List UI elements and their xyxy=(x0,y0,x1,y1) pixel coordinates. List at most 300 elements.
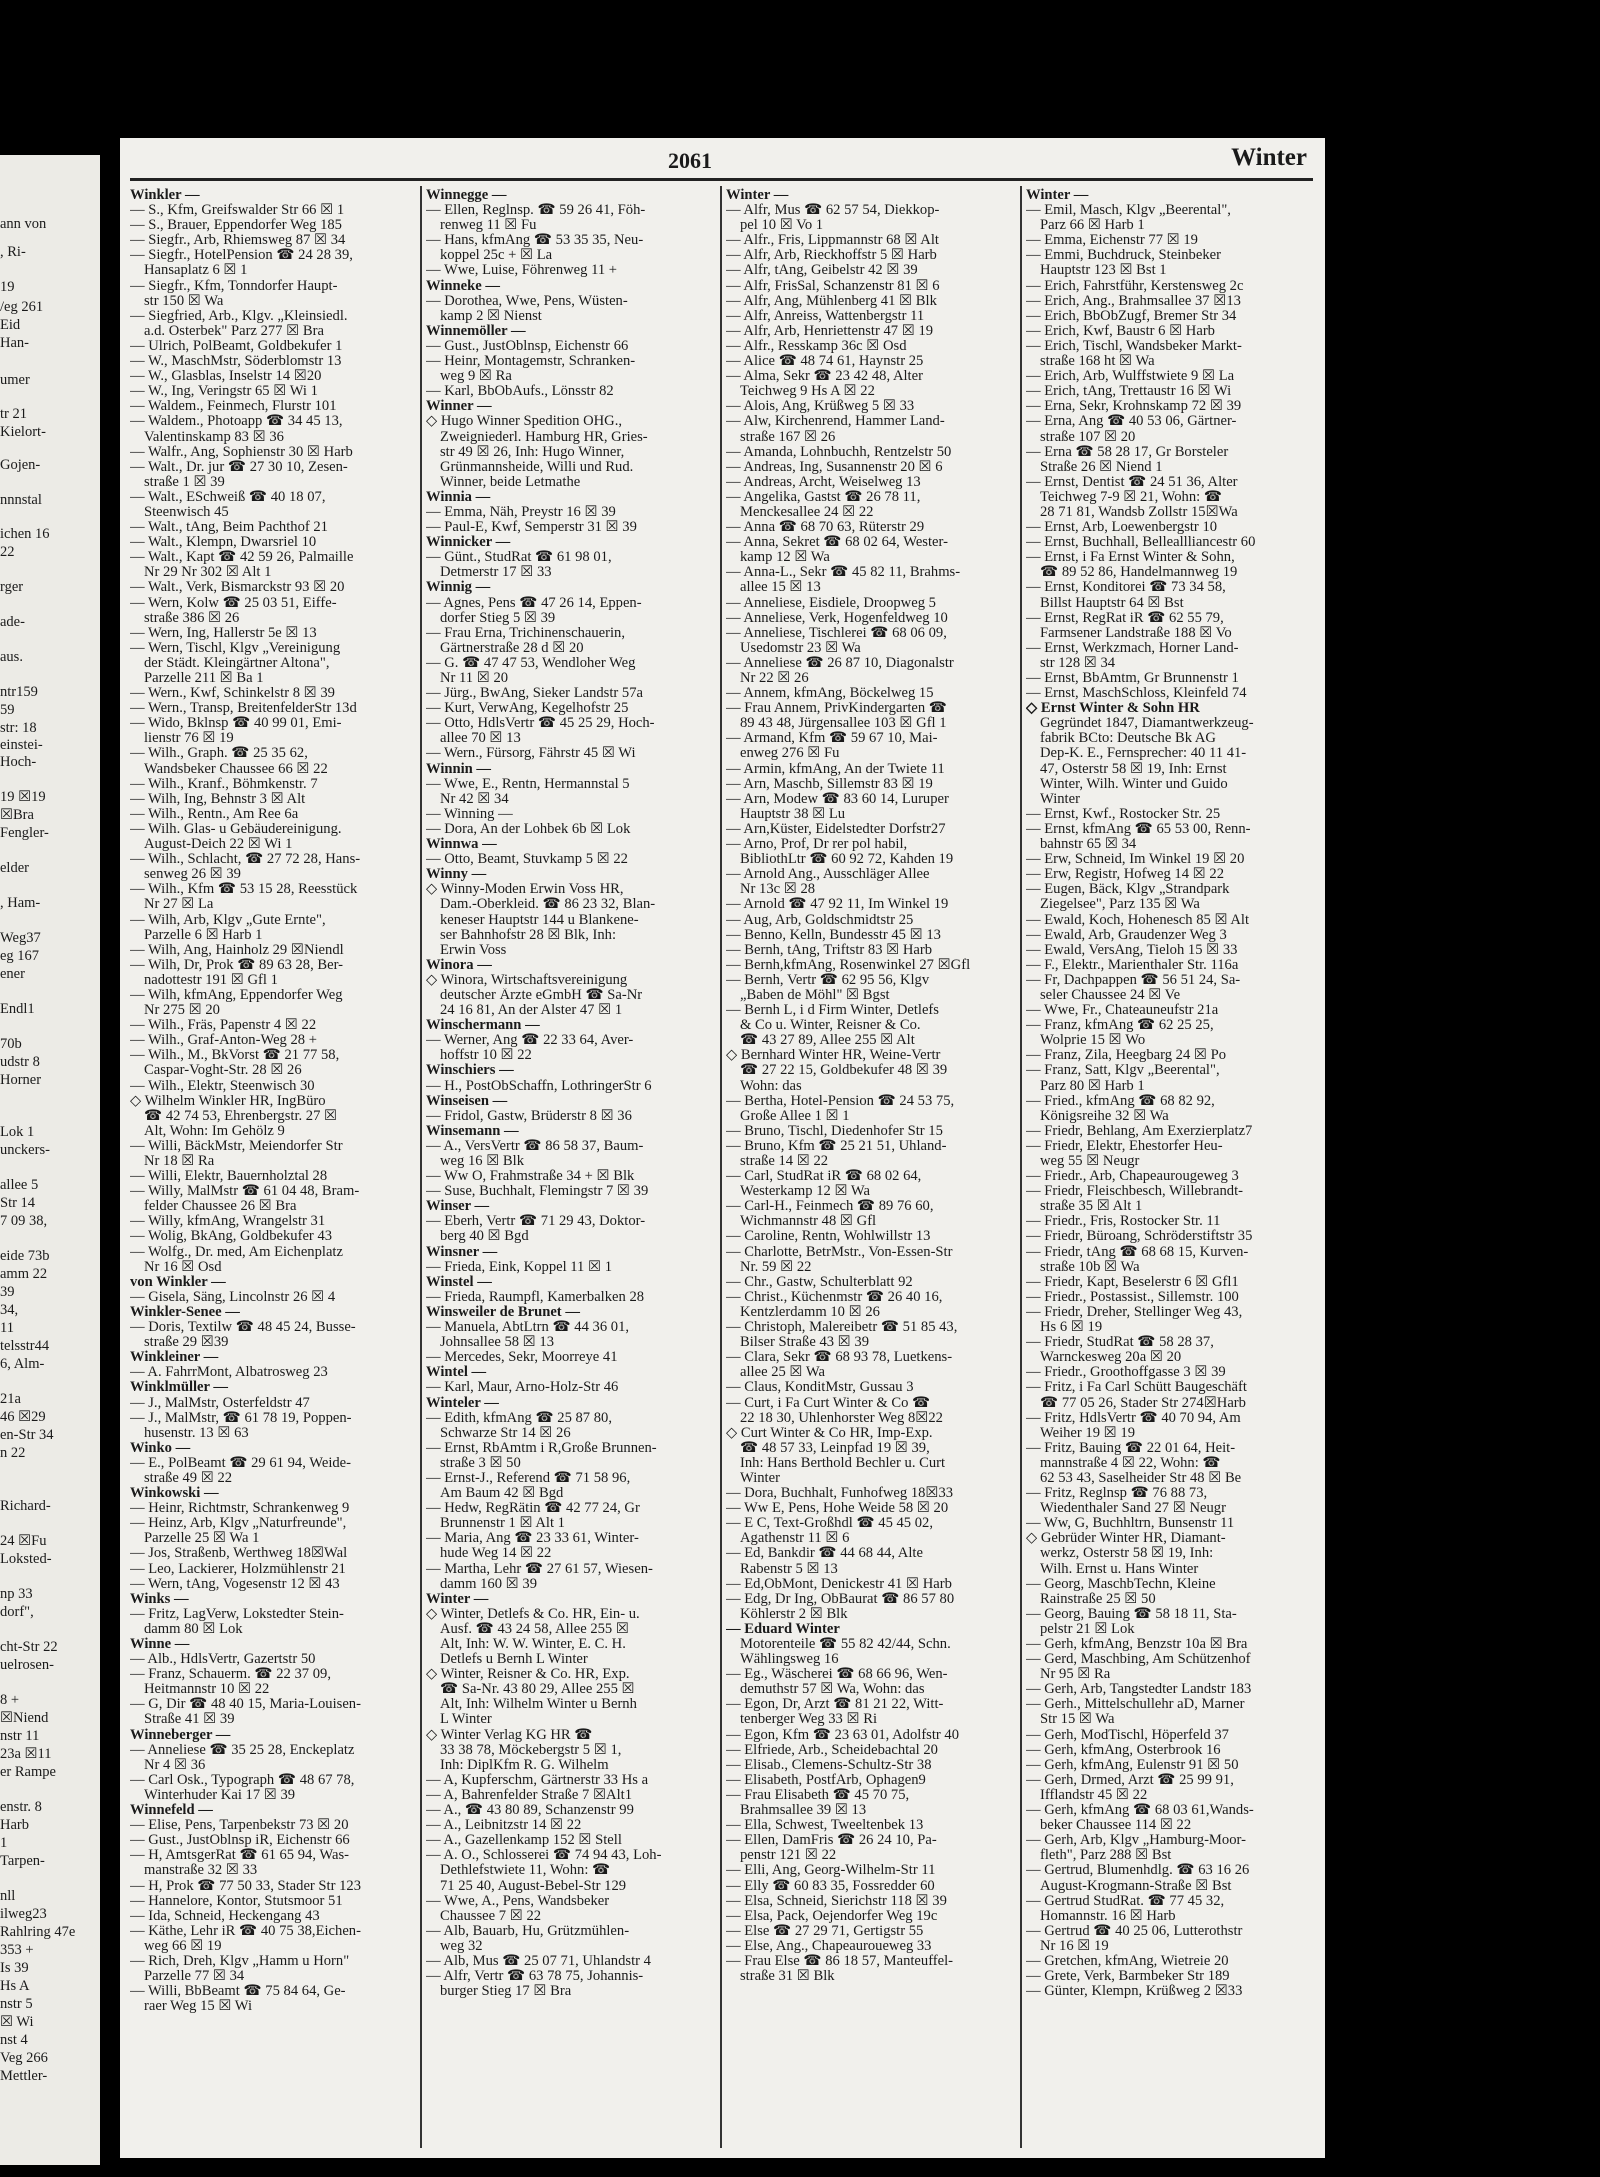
directory-entry: straße 31 ☒ Blk xyxy=(740,1969,835,1985)
directory-entry: — Wilh., Kranf., Böhmkenstr. 7 xyxy=(130,776,318,792)
surname-heading: Winkler-Senee — xyxy=(130,1304,240,1320)
directory-entry: — Ernst, Buchhall, Belleallliancestr 60 xyxy=(1026,535,1256,551)
directory-entry: straße 35 ☒ Alt 1 xyxy=(1040,1199,1143,1215)
directory-entry: Parzelle 6 ☒ Harb 1 xyxy=(144,927,263,943)
directory-entry: straße 49 ☒ 22 xyxy=(144,1470,233,1486)
directory-entry: — Wolfg., Dr. med, Am Eichenplatz xyxy=(130,1244,343,1260)
directory-entry: Nr 16 ☒ Osd xyxy=(144,1259,222,1275)
directory-entry: allee 70 ☒ 13 xyxy=(440,731,521,747)
directory-entry: — Edg, Dr Ing, ObBaurat ☎ 86 57 80 xyxy=(726,1591,955,1607)
surname-heading: Winkler — xyxy=(130,188,200,203)
directory-entry: — Gerh., Mittelschullehr aD, Marner xyxy=(1026,1697,1245,1713)
directory-entry: — Emmi, Buchdruck, Steinbeker xyxy=(1026,248,1221,264)
directory-entry: — Dora, An der Lohbek 6b ☒ Lok xyxy=(426,821,631,837)
previous-page-fragment: enstr. 8 xyxy=(0,1799,42,1815)
directory-entry: — Christoph, Malereibetr ☎ 51 85 43, xyxy=(726,1320,958,1336)
directory-entry: — J., MalMstr, ☎ 61 78 19, Poppen- xyxy=(130,1410,352,1426)
directory-entry: — Ernst, Werkzmach, Horner Land- xyxy=(1026,640,1239,656)
directory-entry: — Carl, StudRat iR ☎ 68 02 64, xyxy=(726,1169,922,1185)
previous-page-fragment: dorf", xyxy=(0,1604,34,1620)
directory-entry: — Anneliese ☎ 35 25 28, Enckeplatz xyxy=(130,1742,355,1758)
directory-entry: — Friedr., Fris, Rostocker Str. 11 xyxy=(1026,1214,1221,1230)
column-4 xyxy=(1026,188,1316,2148)
directory-entry: 47, Osterstr 58 ☒ 19, Inh: Ernst xyxy=(1040,761,1227,777)
directory-entry: Brunnenstr 1 ☒ Alt 1 xyxy=(440,1516,565,1532)
directory-entry: — Erich, Ang., Brahmsallee 37 ☒13 xyxy=(1026,293,1241,309)
directory-entry: seler Chaussee 24 ☒ Ve xyxy=(1040,987,1181,1003)
directory-entry: Nr 16 ☒ 19 xyxy=(1040,1938,1109,1954)
directory-entry: — Bernh, tAng, Triftstr 83 ☒ Harb xyxy=(726,942,933,958)
directory-entry: ☎ 42 74 53, Ehrenbergstr. 27 ☒ xyxy=(144,1108,338,1124)
directory-entry: — Suse, Buchhalt, Flemingstr 7 ☒ 39 xyxy=(426,1184,649,1200)
running-head: Winter xyxy=(1231,144,1307,171)
previous-page-fragment: 8 + xyxy=(0,1692,20,1708)
directory-entry: — Alois, Ang, Krüßweg 5 ☒ 33 xyxy=(726,399,915,415)
directory-entry: — Wern, tAng, Vogesenstr 12 ☒ 43 xyxy=(130,1576,340,1592)
surname-heading: Winko — xyxy=(130,1440,191,1456)
directory-entry: — Bernh, Vertr ☎ 62 95 56, Klgv xyxy=(726,972,930,988)
directory-entry: — Ernst, MaschSchloss, Kleinfeld 74 xyxy=(1026,686,1247,702)
directory-entry: — Franz, Schauerm. ☎ 22 37 09, xyxy=(130,1667,331,1683)
directory-entry: — Manuela, AbtLtrn ☎ 44 36 01, xyxy=(426,1320,630,1336)
directory-entry: — Ernst, Dentist ☎ 24 51 36, Alter xyxy=(1026,474,1238,490)
previous-page-fragment: 7 09 38, xyxy=(0,1213,48,1229)
directory-entry: — Wern, Tischl, Klgv „Vereinigung xyxy=(130,640,341,656)
surname-heading: Winter — xyxy=(426,1591,489,1607)
directory-entry: Hauptstr 123 ☒ Bst 1 xyxy=(1040,263,1167,279)
directory-entry: ◇ Winter Verlag KG HR ☎ xyxy=(426,1727,593,1743)
previous-page-fragment: 6, Alm- xyxy=(0,1356,45,1372)
directory-entry: — Elli, Ang, Georg-Wilhelm-Str 11 xyxy=(726,1863,936,1879)
previous-page-fragment: cht-Str 22 xyxy=(0,1639,58,1655)
previous-page-fragment: Tarpen- xyxy=(0,1853,45,1869)
directory-entry: — Frau Elisabeth ☎ 45 70 75, xyxy=(726,1787,910,1803)
directory-entry: Alt, Inh: Wilhelm Winter u Bernh xyxy=(440,1697,637,1713)
directory-entry: — Erich, Kwf, Baustr 6 ☒ Harb xyxy=(1026,323,1215,339)
directory-entry: — Alfr, Mus ☎ 62 57 54, Diekkop- xyxy=(726,203,940,219)
directory-entry: — Alfr, Arb, Rieckhoffstr 5 ☒ Harb xyxy=(726,248,937,264)
directory-entry: burger Stieg 17 ☒ Bra xyxy=(440,1984,572,2000)
directory-entry: — Hedw, RegRätin ☎ 42 77 24, Gr xyxy=(426,1501,640,1517)
directory-entry: — Wilh., Graf-Anton-Weg 28 + xyxy=(130,1033,317,1049)
directory-entry: — Hans, kfmAng ☎ 53 35 35, Neu- xyxy=(426,233,644,249)
directory-entry: Parz 66 ☒ Harb 1 xyxy=(1040,218,1145,234)
directory-entry: — Otto, Beamt, Stuvkamp 5 ☒ 22 xyxy=(426,852,628,868)
directory-entry: Wichmannstr 48 ☒ Gfl xyxy=(740,1214,877,1230)
surname-heading: Winteler — xyxy=(426,1395,499,1411)
previous-page-fragment: 21a xyxy=(0,1391,21,1407)
directory-entry: — S., Kfm, Greifswalder Str 66 ☒ 1 xyxy=(130,203,345,219)
directory-entry: Nr 13c ☒ 28 xyxy=(740,882,816,898)
previous-page-fragment: ade- xyxy=(0,614,25,630)
directory-entry: str 150 ☒ Wa xyxy=(144,293,224,309)
directory-entry: demuthstr 57 ☒ Wa, Wohn: das xyxy=(740,1682,925,1698)
directory-entry: husenstr. 13 ☒ 63 xyxy=(144,1425,249,1441)
directory-entry: — Wern, Kolw ☎ 25 03 51, Eiffe- xyxy=(130,595,337,611)
directory-entry: — W., Glasblas, Inselstr 14 ☒20 xyxy=(130,369,322,385)
directory-entry: — Else, Ang., Chapeauroueweg 33 xyxy=(726,1938,932,1954)
directory-entry: — Willi, BbBeamt ☎ 75 84 64, Ge- xyxy=(130,1984,346,2000)
directory-entry: — Alfr, Vertr ☎ 63 78 75, Johannis- xyxy=(426,1969,644,1985)
directory-entry: Alt, Wohn: Im Gehölz 9 xyxy=(144,1123,285,1139)
directory-entry: August-Deich 22 ☒ Wi 1 xyxy=(144,837,293,853)
directory-entry: penstr 121 ☒ 22 xyxy=(740,1848,837,1864)
directory-entry: kamp 2 ☒ Nienst xyxy=(440,308,542,324)
directory-entry: — Erich, Tischl, Wandsbeker Markt- xyxy=(1026,338,1242,354)
directory-entry: — H, Prok ☎ 77 50 33, Stader Str 123 xyxy=(130,1878,361,1894)
surname-heading: Winnegge — xyxy=(426,188,507,203)
directory-entry: Inh: Hans Berthold Bechler u. Curt xyxy=(740,1455,946,1471)
directory-entry: pelstr 21 ☒ Lok xyxy=(1040,1621,1135,1637)
directory-entry: nadottestr 191 ☒ Gfl 1 xyxy=(144,972,278,988)
directory-entry: felder Chaussee 26 ☒ Bra xyxy=(144,1199,297,1215)
directory-entry: — Willi, Elektr, Bauernholztal 28 xyxy=(130,1169,328,1185)
surname-heading: Winter — xyxy=(726,188,789,203)
directory-entry: Hansaplatz 6 ☒ 1 xyxy=(144,263,248,279)
previous-page-fragment: umer xyxy=(0,372,30,388)
directory-entry: — Armin, kfmAng, An der Twiete 11 xyxy=(726,761,945,777)
directory-entry: Chaussee 7 ☒ 22 xyxy=(440,1908,542,1924)
directory-entry: Am Baum 42 ☒ Bgd xyxy=(440,1486,564,1502)
directory-entry: — Frieda, Eink, Koppel 11 ☒ 1 xyxy=(426,1259,613,1275)
directory-entry: — Wern., Transp, BreitenfelderStr 13d xyxy=(130,701,357,717)
directory-entry: — Wilh, Ang, Hainholz 29 ☒Niendl xyxy=(130,942,344,958)
directory-entry: Johnsallee 58 ☒ 13 xyxy=(440,1335,555,1351)
surname-heading: Winneke — xyxy=(426,278,500,294)
directory-entry: — Eugen, Bäck, Klgv „Strandpark xyxy=(1026,882,1230,898)
directory-entry: bahnstr 65 ☒ 34 xyxy=(1040,837,1137,853)
directory-entry: — Ernst, Konditorei ☎ 73 34 58, xyxy=(1026,580,1226,596)
directory-entry: — Friedr., Arb, Chapeaurougeweg 3 xyxy=(1026,1169,1239,1185)
directory-entry: — Walt., ESchweiß ☎ 40 18 07, xyxy=(130,489,326,505)
directory-entry: — Ewald, VersAng, Tieloh 15 ☒ 33 xyxy=(1026,942,1238,958)
previous-page-fragment: nll xyxy=(0,1888,16,1904)
directory-entry: — Carl-H., Feinmech ☎ 89 76 60, xyxy=(726,1199,934,1215)
directory-entry: ◇ Gebrüder Winter HR, Diamant- xyxy=(1026,1531,1226,1547)
directory-entry: — A. O., Schlosserei ☎ 74 94 43, Loh- xyxy=(426,1848,662,1864)
previous-page-fragment: 11 xyxy=(0,1320,14,1336)
directory-entry: — Maria, Ang ☎ 23 33 61, Winter- xyxy=(426,1531,639,1547)
surname-heading: Winnig — xyxy=(426,580,491,596)
directory-entry: — Wilh. Glas- u Gebäudereinigung. xyxy=(130,821,342,837)
surname-heading: Winnicker — xyxy=(426,535,511,551)
previous-page-fragment: udstr 8 xyxy=(0,1054,40,1070)
directory-entry: August-Krogmann-Straße ☒ Bst xyxy=(1040,1878,1232,1894)
directory-entry: — Elise, Pens, Tarpenbekstr 73 ☒ 20 xyxy=(130,1818,349,1834)
directory-entry: — Alfr., Resskamp 36c ☒ Osd xyxy=(726,338,907,354)
directory-entry: Nr 95 ☒ Ra xyxy=(1040,1667,1111,1683)
previous-page-fragment: er Rampe xyxy=(0,1764,56,1780)
directory-entry: — Friedr, Behlang, Am Exerzierplatz7 xyxy=(1026,1123,1253,1139)
directory-entry: Menckesallee 24 ☒ 22 xyxy=(740,504,874,520)
directory-entry: — Ernst, kfmAng ☎ 65 53 00, Renn- xyxy=(1026,821,1251,837)
directory-entry: — Eberh, Vertr ☎ 71 29 43, Doktor- xyxy=(426,1214,646,1230)
directory-entry: straße 29 ☒39 xyxy=(144,1335,229,1351)
directory-entry: — Aug, Arb, Goldschmidtstr 25 xyxy=(726,912,914,928)
directory-entry: Teichweg 9 Hs A ☒ 22 xyxy=(740,384,875,400)
directory-entry: — Arnold ☎ 47 92 11, Im Winkel 19 xyxy=(726,897,949,913)
surname-heading: Winseisen — xyxy=(426,1093,508,1109)
directory-entry: — Frieda, Raumpfl, Kamerbalken 28 xyxy=(426,1289,645,1305)
directory-entry: koppel 25c + ☒ La xyxy=(440,248,553,264)
directory-entry: Wiedenthaler Sand 27 ☒ Neugr xyxy=(1040,1501,1226,1517)
directory-entry: — Walt., Klempn, Dwarsriel 10 xyxy=(130,535,317,551)
surname-heading: Winser — xyxy=(426,1199,490,1215)
directory-entry: Erwin Voss xyxy=(440,942,507,958)
column-divider xyxy=(420,186,422,2148)
directory-entry: — Leo, Lackierer, Holzmühlenstr 21 xyxy=(130,1561,346,1577)
previous-page-fragment: ☒Niend xyxy=(0,1710,49,1726)
directory-entry: — H, AmtsgerRat ☎ 61 65 94, Was- xyxy=(130,1848,350,1864)
directory-entry: Nr 22 ☒ 26 xyxy=(740,671,809,686)
directory-entry: — Otto, HdlsVertr ☎ 45 25 29, Hoch- xyxy=(426,716,655,732)
directory-entry: — Elly ☎ 60 83 35, Fossredder 60 xyxy=(726,1878,935,1894)
previous-page-fragment: , Ri- xyxy=(0,244,26,260)
directory-entry: ser Bahnhofstr 28 ☒ Blk, Inh: xyxy=(440,927,617,943)
directory-entry: ☎ 89 52 86, Handelmannweg 19 xyxy=(1040,565,1238,581)
directory-entry: straße 1 ☒ 39 xyxy=(144,474,225,490)
directory-entry: Winter xyxy=(740,1470,780,1486)
directory-entry: — Elsa, Pack, Oejendorfer Weg 19c xyxy=(726,1908,938,1924)
directory-entry: — Alice ☎ 48 74 61, Haynstr 25 xyxy=(726,354,924,370)
directory-entry: Warnckesweg 20a ☒ 20 xyxy=(1040,1350,1182,1366)
directory-entry: — Else ☎ 27 29 71, Gertigstr 55 xyxy=(726,1923,924,1939)
directory-entry: — Alb, Bauarb, Hu, Grützmühlen- xyxy=(426,1923,630,1939)
directory-entry: — Willy, kfmAng, Wrangelstr 31 xyxy=(130,1214,326,1230)
directory-entry: — Amanda, Lohnbuchh, Rentzelstr 50 xyxy=(726,444,952,460)
surname-heading: Winstel — xyxy=(426,1274,492,1290)
surname-heading: von Winkler — xyxy=(130,1274,226,1290)
previous-page-fragment: Kielort- xyxy=(0,424,46,440)
previous-page-fragment: 19 ☒19 xyxy=(0,789,46,805)
surname-heading: Winora — xyxy=(426,957,492,973)
directory-entry: — Erna, Sekr, Krohnskamp 72 ☒ 39 xyxy=(1026,399,1242,415)
directory-entry: — Friedr, tAng ☎ 68 68 15, Kurven- xyxy=(1026,1244,1249,1260)
surname-heading: ◇ Ernst Winter & Sohn HR xyxy=(1026,701,1200,717)
directory-entry: mannstraße 4 ☒ 22, Wohn: ☎ xyxy=(1040,1455,1221,1471)
directory-entry: str 49 ☒ 26, Inh: Hugo Winner, xyxy=(440,444,625,460)
directory-entry: Nr 18 ☒ Ra xyxy=(144,1154,215,1169)
directory-entry: Teichweg 7-9 ☒ 21, Wohn: ☎ xyxy=(1040,489,1223,505)
column-2 xyxy=(426,188,714,2148)
directory-entry: — Wilh, Arb, Klgv „Gute Ernte", xyxy=(130,912,326,928)
directory-entry: — E C, Text-Großhdl ☎ 45 45 02, xyxy=(726,1516,933,1532)
directory-entry: straße 107 ☒ 20 xyxy=(1040,429,1136,445)
directory-entry: Westerkamp 12 ☒ Wa xyxy=(740,1184,871,1200)
directory-entry: — Claus, KonditMstr, Gussau 3 xyxy=(726,1380,914,1396)
directory-entry: straße 10b ☒ Wa xyxy=(1040,1259,1140,1275)
directory-entry: Dam.-Oberkleid. ☎ 86 23 32, Blan- xyxy=(440,897,656,913)
directory-entry: — Gust., JustOblnsp, Eichenstr 66 xyxy=(426,338,629,354)
directory-entry: — Werner, Ang ☎ 22 33 64, Aver- xyxy=(426,1033,634,1049)
directory-entry: — Wilh., Fräs, Papenstr 4 ☒ 22 xyxy=(130,1018,317,1034)
directory-entry: — Alb, Mus ☎ 25 07 71, Uhlandstr 4 xyxy=(426,1953,651,1969)
directory-entry: — Georg, MaschbTechn, Kleine xyxy=(1026,1576,1216,1592)
previous-page-fragment: Rahlring 47e xyxy=(0,1924,76,1940)
directory-entry: Dep-K. E., Fernsprecher: 40 11 41- xyxy=(1040,746,1247,762)
directory-entry: — Ewald, Arb, Graudenzer Weg 3 xyxy=(1026,927,1227,943)
directory-entry: L Winter xyxy=(440,1712,492,1728)
directory-entry: — Dorothea, Wwe, Pens, Wüsten- xyxy=(426,293,628,309)
directory-entry: — Doris, Textilw ☎ 48 45 24, Busse- xyxy=(130,1320,356,1336)
directory-entry: — Alma, Sekr ☎ 23 42 48, Alter xyxy=(726,369,923,385)
directory-entry: — Elisabeth, PostfArb, Ophagen9 xyxy=(726,1772,926,1788)
surname-heading: Winsweiler de Brunet — xyxy=(426,1304,580,1320)
directory-entry: — Emma, Näh, Preystr 16 ☒ 39 xyxy=(426,504,616,520)
previous-page-fragment: amm 22 xyxy=(0,1266,48,1282)
directory-entry: — Gerh, kfmAng, Benzstr 10a ☒ Bra xyxy=(1026,1637,1248,1652)
directory-entry: — Elfriede, Arb., Scheidebachtal 20 xyxy=(726,1742,938,1758)
directory-entry: Nr 275 ☒ 20 xyxy=(144,1003,220,1019)
previous-page-fragment: Harb xyxy=(0,1817,29,1833)
directory-entry: — Fried., kfmAng ☎ 68 82 92, xyxy=(1026,1093,1215,1109)
directory-entry: 89 43 48, Jürgensallee 103 ☒ Gfl 1 xyxy=(740,716,947,732)
directory-entry: — Arn, Modew ☎ 83 60 14, Luruper xyxy=(726,791,949,807)
directory-entry: — Friedr., Postassist., Sillemstr. 100 xyxy=(1026,1289,1239,1305)
directory-entry: 24 16 81, An der Alster 47 ☒ 1 xyxy=(440,1003,623,1019)
directory-entry: Detlefs u Bernh L Winter xyxy=(440,1652,588,1668)
directory-entry: — Gerd, Maschbing, Am Schützenhof xyxy=(1026,1652,1251,1668)
previous-page-fragment: eg 167 xyxy=(0,948,40,964)
directory-entry: Nr 29 Nr 302 ☒ Alt 1 xyxy=(144,565,272,581)
directory-entry: Parzelle 25 ☒ Wa 1 xyxy=(144,1531,260,1547)
previous-page-fragment: Fengler- xyxy=(0,825,49,841)
directory-entry: Rabenstr 5 ☒ 13 xyxy=(740,1561,838,1577)
previous-page-fragment: elder xyxy=(0,860,29,876)
directory-entry: — Willi, BäckMstr, Meiendorfer Str xyxy=(130,1138,343,1154)
directory-entry: — Erna, Ang ☎ 40 53 06, Gärtner- xyxy=(1026,414,1237,430)
previous-page-fragment: Eid xyxy=(0,317,21,333)
directory-entry: weg 66 ☒ 19 xyxy=(144,1938,222,1954)
directory-entry: — Ernst, BbAmtm, Gr Brunnenstr 1 xyxy=(1026,671,1239,686)
directory-entry: — Karl, Maur, Arno-Holz-Str 46 xyxy=(426,1380,619,1396)
previous-page-fragment: ichen 16 xyxy=(0,526,50,542)
directory-entry: — Franz, kfmAng ☎ 62 25 25, xyxy=(1026,1018,1214,1034)
directory-entry: — Willy, MalMstr ☎ 61 04 48, Bram- xyxy=(130,1184,360,1200)
directory-entry: Wählingsweg 16 xyxy=(740,1652,839,1668)
directory-entry: — W., MaschMstr, Söderblomstr 13 xyxy=(130,354,342,370)
directory-entry: 33 38 78, Möckebergstr 5 ☒ 1, xyxy=(440,1742,622,1758)
directory-entry: — Alw, Kirchenrend, Hammer Land- xyxy=(726,414,945,430)
directory-entry: — Gertrud StudRat. ☎ 77 45 32, xyxy=(1026,1893,1225,1909)
surname-heading: Winne — xyxy=(130,1637,190,1652)
directory-entry: — Alfr., Fris, Lippmannstr 68 ☒ Alt xyxy=(726,233,939,249)
previous-page-fragment: Is 39 xyxy=(0,1960,29,1976)
directory-entry: straße 168 ht ☒ Wa xyxy=(1040,354,1155,370)
directory-entry: Brahmsallee 39 ☒ 13 xyxy=(740,1803,867,1819)
directory-entry: — Gerh, Drmed, Arzt ☎ 25 99 91, xyxy=(1026,1772,1234,1788)
previous-page-fragment: str: 18 xyxy=(0,720,37,736)
directory-entry: — Charlotte, BetrMstr., Von-Essen-Str xyxy=(726,1244,953,1260)
directory-entry: ◇ Winter, Reisner & Co. HR, Exp. xyxy=(426,1667,630,1683)
directory-entry: — Bruno, Kfm ☎ 25 21 51, Uhland- xyxy=(726,1138,947,1154)
surname-heading: — Eduard Winter xyxy=(726,1621,840,1637)
directory-entry: — A., Leibnitzstr 14 ☒ 22 xyxy=(426,1818,582,1834)
previous-page-fragment: 1 xyxy=(0,1835,8,1851)
directory-entry: — Gerh, ModTischl, Höperfeld 37 xyxy=(1026,1727,1229,1743)
directory-entry: ◇ Winter, Detlefs & Co. HR, Ein- u. xyxy=(426,1606,640,1622)
directory-entry: — Waldem., Photoapp ☎ 34 45 13, xyxy=(130,414,343,430)
directory-entry: — W., Ing, Veringstr 65 ☒ Wi 1 xyxy=(130,384,318,400)
directory-entry: ☎ 43 27 89, Allee 255 ☒ Alt xyxy=(740,1033,915,1049)
directory-entry: lienstr 76 ☒ 19 xyxy=(144,731,234,747)
directory-entry: — H., PostObSchaffn, LothringerStr 6 xyxy=(426,1078,652,1094)
directory-entry: — Wilh, kfmAng, Eppendorfer Weg xyxy=(130,987,343,1003)
previous-page-fragment: 59 xyxy=(0,702,15,718)
directory-entry: — Eg., Wäscherei ☎ 68 66 96, Wen- xyxy=(726,1667,948,1683)
directory-entry: beker Chaussee 114 ☒ 22 xyxy=(1040,1818,1192,1834)
directory-entry: BibliothLtr ☎ 60 92 72, Kahden 19 xyxy=(740,852,954,868)
previous-page-fragment: eide 73b xyxy=(0,1248,50,1264)
directory-entry: — Friedr, Dreher, Stellinger Weg 43, xyxy=(1026,1304,1243,1320)
previous-page-fragment: Hs A xyxy=(0,1978,30,1994)
directory-entry: Rainstraße 25 ☒ 50 xyxy=(1040,1591,1156,1607)
directory-entry: — Waldem., Feinmech, Flurstr 101 xyxy=(130,399,337,415)
directory-entry: Königsreihe 32 ☒ Wa xyxy=(1040,1108,1169,1124)
directory-entry: renweg 11 ☒ Fu xyxy=(440,218,537,234)
directory-entry: — Erich, Fahrstführ, Kerstensweg 2c xyxy=(1026,278,1244,294)
directory-entry: — J., MalMstr, Osterfeldstr 47 xyxy=(130,1395,310,1411)
directory-entry: — Elsa, Schneid, Sierichstr 118 ☒ 39 xyxy=(726,1893,947,1909)
directory-entry: Motorenteile ☎ 55 82 42/44, Schn. xyxy=(740,1637,951,1652)
directory-entry: ◇ Curt Winter & Co HR, Imp-Exp. xyxy=(726,1425,933,1441)
surname-heading: Winnemöller — xyxy=(426,323,526,339)
previous-page-fragment: ener xyxy=(0,966,25,982)
directory-entry: Bilser Straße 43 ☒ 39 xyxy=(740,1335,870,1351)
directory-entry: — Erich, Arb, Wulffstwiete 9 ☒ La xyxy=(1026,369,1235,385)
directory-entry: — Friedr, Kapt, Beselerstr 6 ☒ Gfl1 xyxy=(1026,1274,1239,1290)
directory-entry: straße 167 ☒ 26 xyxy=(740,429,836,445)
previous-page-fragment: nstr 5 xyxy=(0,1996,33,2012)
previous-page-fragment: np 33 xyxy=(0,1586,33,1602)
surname-heading: Winneberger — xyxy=(130,1727,231,1743)
directory-entry: „Baben de Möhl" ☒ Bgst xyxy=(740,987,890,1003)
directory-entry: — Jos, Straßenb, Werthweg 18☒Wal xyxy=(130,1546,348,1562)
directory-entry: — Anneliese, Tischlerei ☎ 68 06 09, xyxy=(726,625,947,641)
surname-heading: Winnin — xyxy=(426,761,492,777)
directory-entry: — Gretchen, kfmAng, Wietreie 20 xyxy=(1026,1953,1229,1969)
directory-entry: — Fritz, i Fa Carl Schütt Baugeschäft xyxy=(1026,1380,1247,1396)
directory-entry: — Annem, kfmAng, Böckelweg 15 xyxy=(726,686,934,702)
surname-heading: Winter — xyxy=(1026,188,1089,203)
directory-entry: Nr. 59 ☒ 22 xyxy=(740,1259,812,1275)
directory-entry: — F., Elektr., Marienthaler Str. 116a xyxy=(1026,957,1239,973)
directory-entry: — Ernst, Kwf., Rostocker Str. 25 xyxy=(1026,806,1221,822)
directory-entry: — Ed,ObMont, Denickestr 41 ☒ Harb xyxy=(726,1576,952,1592)
directory-entry: — Walt., tAng, Beim Pachthof 21 xyxy=(130,520,328,536)
previous-page-fragment: tr 21 xyxy=(0,406,27,422)
directory-entry: Agathenstr 11 ☒ 6 xyxy=(740,1531,850,1547)
directory-entry: — Gerh, kfmAng ☎ 68 03 61,Wands- xyxy=(1026,1803,1254,1819)
directory-entry: — Curt, i Fa Curt Winter & Co ☎ xyxy=(726,1395,931,1411)
directory-entry: — Arno, Prof, Dr rer pol habil, xyxy=(726,837,908,853)
previous-page-fragment: /eg 261 xyxy=(0,299,44,315)
directory-entry: — Wilh., M., BkVorst ☎ 21 77 58, xyxy=(130,1048,340,1064)
directory-entry: Inh: DiplKfm R. G. Wilhelm xyxy=(440,1757,609,1773)
directory-entry: — Friedr, Fleischbesch, Willebrandt- xyxy=(1026,1184,1244,1200)
directory-entry: — Ww E, Pens, Hohe Weide 58 ☒ 20 xyxy=(726,1501,949,1517)
directory-entry: straße 3 ☒ 50 xyxy=(440,1455,521,1471)
directory-entry: Usedomstr 23 ☒ Wa xyxy=(740,640,861,656)
previous-page-fragment: 24 ☒Fu xyxy=(0,1533,47,1549)
directory-entry: — Egon, Kfm ☎ 23 63 01, Adolfstr 40 xyxy=(726,1727,960,1743)
directory-entry: — Wilh., Elektr, Steenwisch 30 xyxy=(130,1078,315,1094)
surname-heading: Winnia — xyxy=(426,489,491,505)
directory-entry: — Ella, Schwest, Tweeltenbek 13 xyxy=(726,1818,924,1834)
directory-entry: — A., VersVertr ☎ 86 58 37, Baum- xyxy=(426,1138,644,1154)
column-3 xyxy=(726,188,1014,2148)
surname-heading: Winsner — xyxy=(426,1244,498,1260)
